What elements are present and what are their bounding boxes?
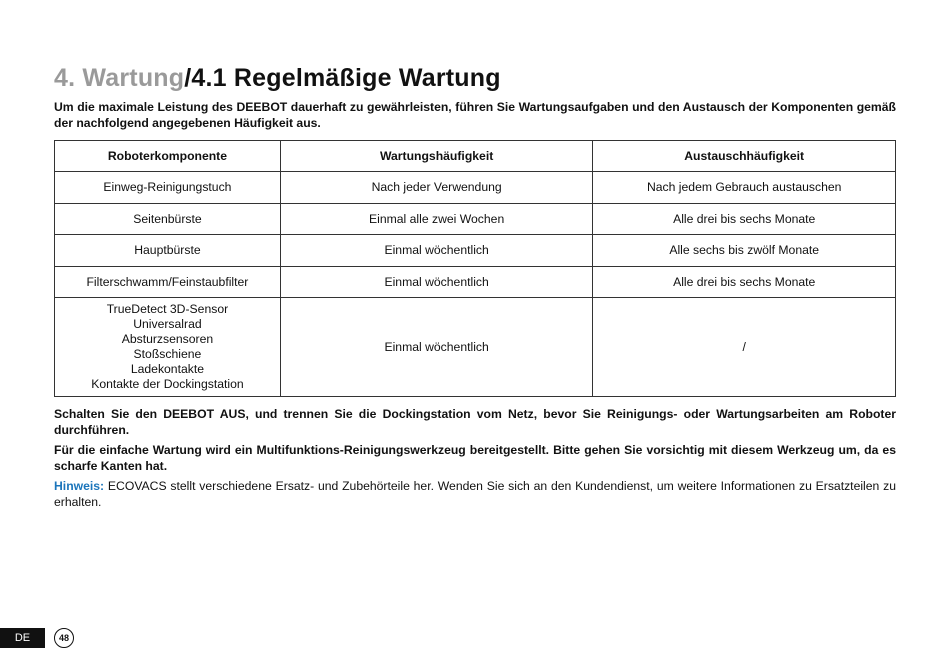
- component-item: Ladekontakte: [130, 362, 205, 376]
- header-replacement: Austauschhäufigkeit: [593, 141, 896, 172]
- cell-component-list: [55, 298, 281, 397]
- cell-component: Hauptbürste: [55, 235, 281, 267]
- cell-maintenance: Einmal wöchentlich: [280, 235, 593, 267]
- header-maintenance: Wartungshäufigkeit: [280, 141, 593, 172]
- table-row: [55, 203, 896, 235]
- table-row: [55, 235, 896, 267]
- cell-maintenance: Einmal alle zwei Wochen: [280, 203, 593, 235]
- hint-text: ECOVACS stellt verschiedene Ersatz- und Zubehörteile her. Wenden Sie sich an den Kundendienst, um weitere Informationen zu Ersatzteilen zu erhalten.: [54, 479, 896, 509]
- component-item: Kontakte der Dockingstation: [91, 377, 244, 391]
- component-item: TrueDetect 3D-Sensor: [106, 302, 229, 316]
- table-header-row: [55, 141, 896, 172]
- hint-label: Hinweis:: [54, 479, 105, 493]
- cell-replacement: Alle sechs bis zwölf Monate: [593, 235, 896, 267]
- maintenance-table: [54, 140, 896, 397]
- chapter-title: 4. Wartung: [54, 64, 185, 92]
- cell-replacement: Nach jedem Gebrauch austauschen: [593, 172, 896, 204]
- table-row: [55, 172, 896, 204]
- language-tab: DE: [0, 628, 45, 648]
- cell-replacement: /: [593, 298, 896, 397]
- cell-replacement: Alle drei bis sechs Monate: [593, 266, 896, 298]
- cell-component: Einweg-Reinigungstuch: [55, 172, 281, 204]
- component-item: Stoßschiene: [133, 347, 202, 361]
- cell-maintenance: Einmal wöchentlich: [280, 266, 593, 298]
- table-row-sensors: [55, 298, 896, 397]
- cell-replacement: Alle drei bis sechs Monate: [593, 203, 896, 235]
- section-title: /4.1 Regelmäßige Wartung: [184, 64, 501, 92]
- page-heading: [54, 64, 501, 93]
- cell-maintenance: Einmal wöchentlich: [280, 298, 593, 397]
- cell-component: Seitenbürste: [55, 203, 281, 235]
- intro-text: Um die maximale Leistung des DEEBOT dauerhaft zu gewährleisten, führen Sie Wartungsaufgaben und den Austausch der Komponenten gemäß der nachfolgend angegebenen Häufigkeit aus.: [54, 100, 896, 130]
- hint-note: [54, 478, 896, 510]
- header-component: Roboterkomponente: [55, 141, 281, 172]
- cell-maintenance: Nach jeder Verwendung: [280, 172, 593, 204]
- table-row: [55, 266, 896, 298]
- warning-note: Schalten Sie den DEEBOT AUS, und trennen Sie die Dockingstation vom Netz, bevor Sie Reinigungs- oder Wartungsarbeiten am Roboter durchführen.: [54, 407, 896, 437]
- page-number: 48: [54, 628, 74, 648]
- cell-component: Filterschwamm/Feinstaubfilter: [55, 266, 281, 298]
- tool-note: Für die einfache Wartung wird ein Multifunktions-Reinigungswerkzeug bereitgestellt. Bitte gehen Sie vorsichtig mit diesem Werkzeug um, da es scharfe Kanten hat.: [54, 443, 896, 473]
- component-item: Absturzsensoren: [121, 332, 214, 346]
- notes-section: [54, 406, 896, 514]
- component-item: Universalrad: [133, 317, 202, 331]
